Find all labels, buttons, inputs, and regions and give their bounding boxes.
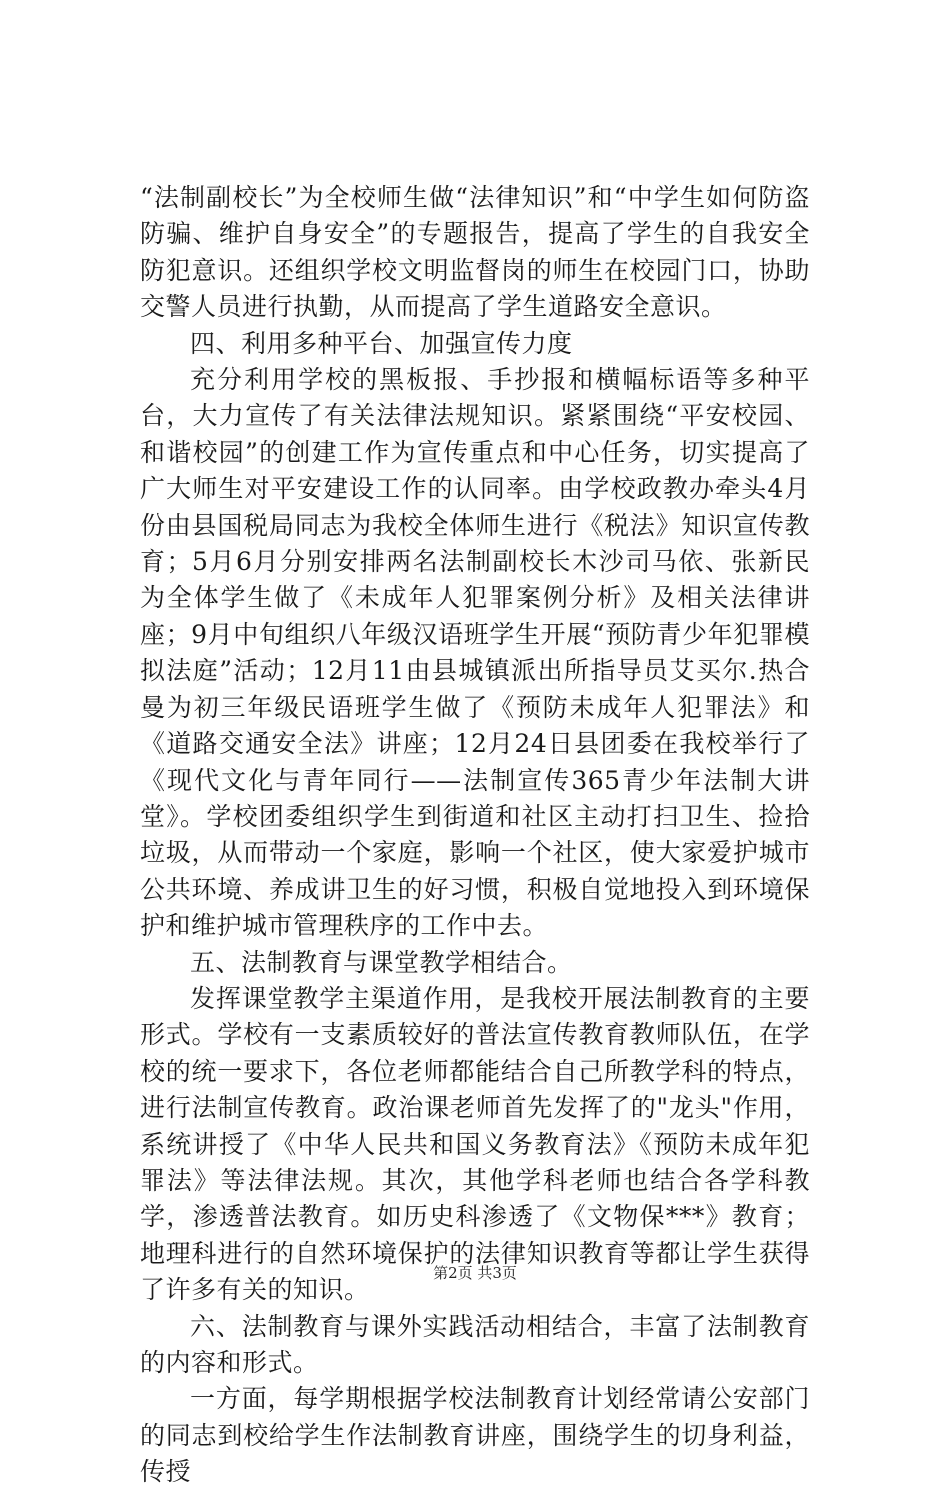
document-body [140,180,810,1491]
section-heading-6: 六、法制教育与课外实践活动相结合，丰富了法制教育的内容和形式。 [140,1311,810,1377]
section-heading-4: 四、利用多种平台、加强宣传力度 [190,328,573,358]
section-heading-5: 五、法制教育与课堂教学相结合。 [190,947,573,977]
paragraph-section-4: 充分利用学校的黑板报、手抄报和横幅标语等多种平台，大力宣传了有关法律法规知识。紧紧围绕“平安校园、和谐校园”的创建工作为宣传重点和中心任务，切实提高了广大师生对平安建设工作的认同率。由学校政教办牵头4月份由县国税局同志为我校全体师生进行《税法》知识宣传教育；5月6月分别安排两名法制副校长木沙司马依、张新民为全体学生做了《未成年人犯罪案例分析》及相关法律讲座；9月中旬组织八年级汉语班学生开展“预防青少年犯罪模拟法庭”活动；12月11由县城镇派出所指导员艾买尔.热合曼为初三年级民语班学生做了《预防未成年人犯罪法》和《道路交通安全法》讲座；12月24日县团委在我校举行了《现代文化与青年同行——法制宣传365青少年法制大讲堂》。学校团委组织学生到街道和社区主动打扫卫生、捡拾垃圾，从而带动一个家庭，影响一个社区，使大家爱护城市公共环境、养成讲卫生的好习惯，积极自觉地投入到环境保护和维护城市管理秩序的工作中去。 [140,365,810,941]
page-footer: 第2页 共3页 [433,1264,517,1282]
paragraph-section-5: 发挥课堂教学主渠道作用，是我校开展法制教育的主要形式。学校有一支素质较好的普法宣传教育教师队伍，在学校的统一要求下，各位老师都能结合自己所教学科的特点，进行法制宣传教育。政治课老师首先发挥了的"龙头"作用，系统讲授了《中华人民共和国义务教育法》《预防未成年犯罪法》等法律法规。其次，其他学科老师也结合各学科教学，渗透普法教育。如历史科渗透了《文物保***》教育；地理科进行的自然环境保护的法律知识教育等都让学生获得了许多有关的知识。 [140,983,810,1305]
paragraph-section-6: 一方面，每学期根据学校法制教育计划经常请公安部门的同志到校给学生作法制教育讲座，围绕学生的切身利益，传授 [140,1384,810,1487]
paragraph-continuation: “法制副校长”为全校师生做“法律知识”和“中学生如何防盗防骗、维护自身安全”的专题报告，提高了学生的自我安全防犯意识。还组织学校文明监督岗的师生在校园门口，协助交警人员进行执勤，从而提高了学生道路安全意识。 [140,183,810,322]
